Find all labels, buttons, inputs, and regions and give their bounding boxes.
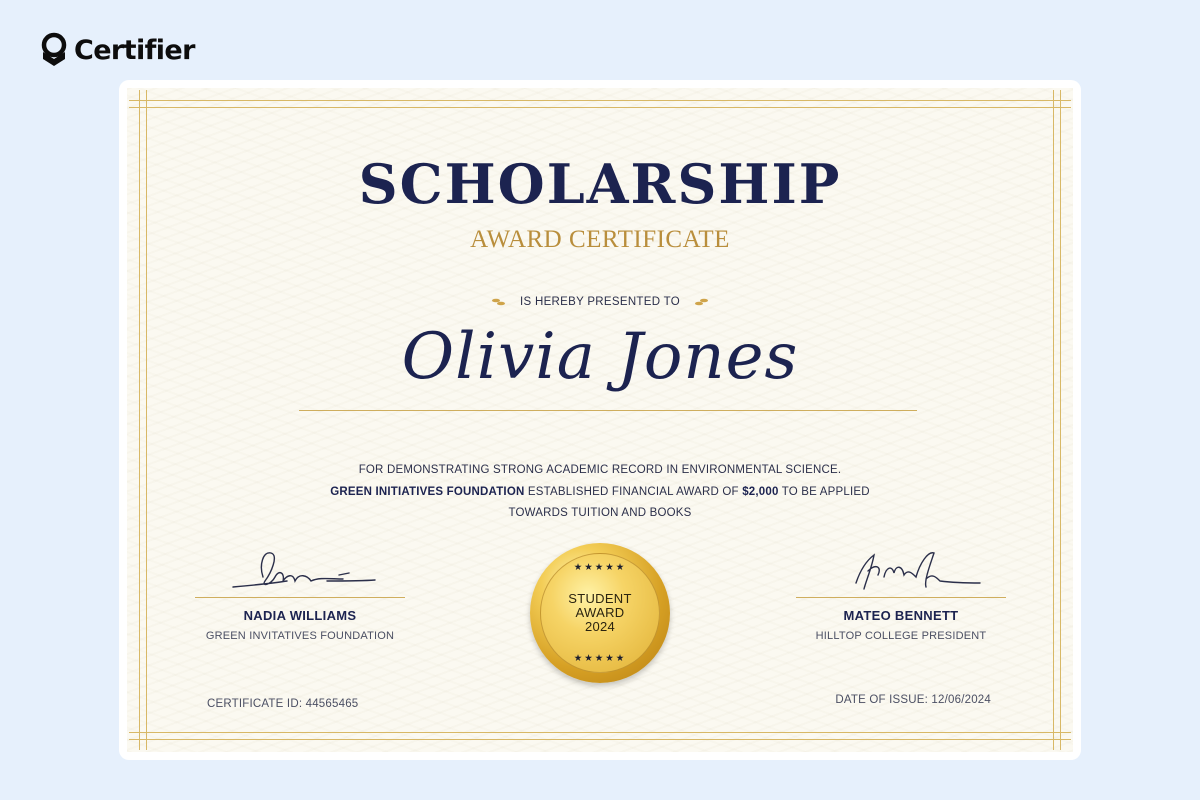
laurel-left-icon xyxy=(492,298,506,306)
laurel-right-icon xyxy=(694,298,708,306)
signature-block-left xyxy=(195,543,405,642)
certifier-logo-icon xyxy=(40,32,68,68)
recipient-name: Olivia Jones xyxy=(401,320,799,394)
award-description xyxy=(127,460,1073,525)
certificate-subtitle: AWARD CERTIFICATE xyxy=(470,226,730,253)
award-amount: $2,000 xyxy=(742,485,779,498)
foundation-name: GREEN INITIATIVES FOUNDATION xyxy=(330,485,525,498)
seal-stars-top-icon: ★★★★★ xyxy=(573,562,627,573)
certificate-paper xyxy=(127,88,1073,752)
signature-block-right xyxy=(796,543,1006,642)
date-of-issue: DATE OF ISSUE: 12/06/2024 xyxy=(835,694,991,706)
signature-left-icon xyxy=(215,543,385,595)
presented-to xyxy=(127,296,1073,308)
brand-logo xyxy=(40,32,195,68)
presented-to-text: IS HEREBY PRESENTED TO xyxy=(520,296,680,308)
frame-line xyxy=(129,107,1071,108)
signature-line xyxy=(195,597,405,598)
signatory-name: NADIA WILLIAMS xyxy=(243,608,357,623)
signature-right-icon xyxy=(816,543,986,595)
seal-text: STUDENT AWARD 2024 xyxy=(568,591,632,634)
description-line-1: FOR DEMONSTRATING STRONG ACADEMIC RECORD IN ENVIRONMENTAL SCIENCE. xyxy=(358,464,842,476)
signatory-org: HILLTOP COLLEGE PRESIDENT xyxy=(815,630,987,642)
seal-stars-bottom-icon: ★★★★★ xyxy=(573,653,627,664)
description-line-3: TOWARDS TUITION AND BOOKS xyxy=(508,507,692,519)
certificate-title: SCHOLARSHIP xyxy=(358,152,842,216)
signatory-name: MATEO BENNETT xyxy=(843,608,959,623)
award-seal xyxy=(530,543,670,683)
frame-line xyxy=(129,732,1071,733)
brand-name: Certifier xyxy=(74,34,195,66)
seal-inner xyxy=(540,553,660,673)
signature-line xyxy=(796,597,1006,598)
certificate-id: CERTIFICATE ID: 44565465 xyxy=(207,698,359,710)
signatory-org: GREEN INVITATIVES FOUNDATION xyxy=(205,630,395,642)
name-underline xyxy=(299,410,917,411)
certificate-card xyxy=(119,80,1081,760)
description-line-2: GREEN INITIATIVES FOUNDATION ESTABLISHED FINANCIAL AWARD OF $2,000 TO BE APPLIED xyxy=(330,485,870,498)
frame-line xyxy=(129,100,1071,101)
frame-line xyxy=(129,739,1071,740)
